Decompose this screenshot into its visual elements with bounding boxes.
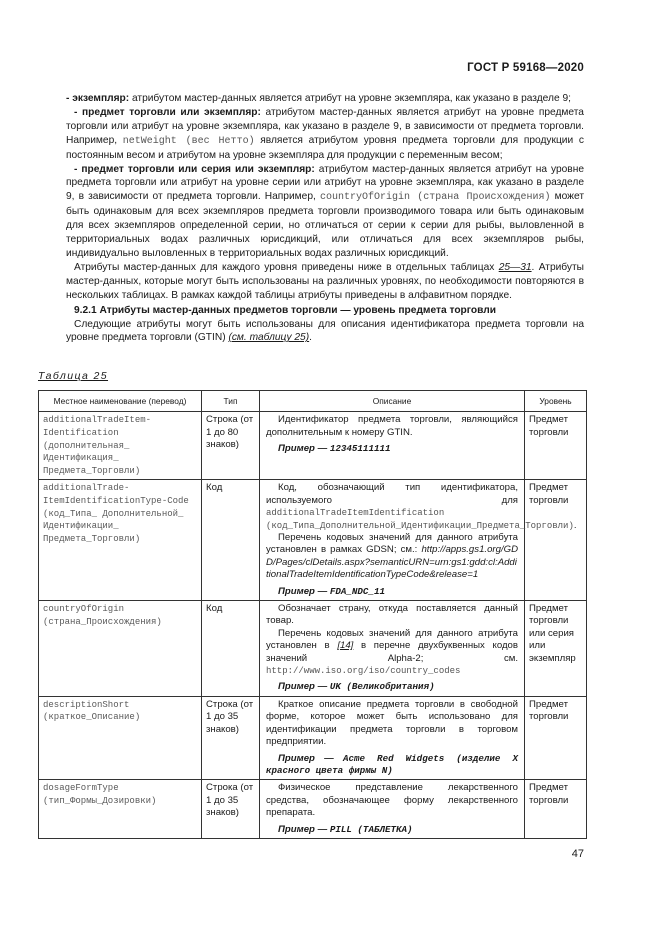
column-header-type: Тип (202, 391, 260, 412)
description-text: Идентификатор предмета торговли, являющийся дополнительным к номеру GTIN. (266, 414, 518, 438)
paragraph-text: . (309, 332, 312, 344)
attribute-name-cell: dosageFormType (тип_Формы_Дозировки) (39, 780, 202, 839)
type-cell: Код (202, 601, 260, 697)
attributes-table (38, 390, 587, 839)
example-value: PILL (ТАБЛЕТКА) (329, 823, 413, 835)
attribute-name-cell: additionalTrade-ItemIdentificationType-Code (код_Типа_ Дополнительной_ Идентификации_ Предмета_Торговли) (39, 480, 202, 601)
level-cell: Предмет торговли или серия или экземпляр (525, 601, 587, 697)
description-cell (260, 601, 525, 697)
attribute-name-cell: descriptionShort (краткое_Описание) (39, 696, 202, 779)
type-cell: Строка (от 1 до 35 знаков) (202, 696, 260, 779)
paragraph-text: может быть одинаковым для всех экземпляров предмета торговли производимого товара или быть одинаковым для всех экземпляров определенной серии, но отличаться от серии к серии для рыбы, выловленной в территориальных водах различных юрисдикций, или отличаться для всех экземпляров рыбы, индивидуально выловленных в территориальных водах различных юрисдикций. (66, 191, 584, 259)
description-text: Краткое описание предмета торговли в свободной форме, которое может быть использовано для идентификации предмета торговли в торговом предприятии. (266, 698, 518, 748)
paragraph-intro-table (66, 318, 584, 346)
example-label: Пример — (278, 752, 343, 764)
term-trade-item-batch-instance: - предмет торговли или серия или экземпляр: (74, 163, 315, 175)
paragraph-text: атрибутом мастер-данных является атрибут на уровне предмета торговли или атрибут на уровне серии или атрибут на уровне экземпляра, как указано в разделе 9, в зависимости от предмета торговли. Например, (66, 163, 584, 203)
example (266, 753, 518, 778)
level-cell: Предмет торговли (525, 412, 587, 480)
paragraph-text: атрибутом мастер-данных является атрибут на уровне экземпляра, как указано в разделе 9; (129, 93, 571, 104)
paragraph-instance (66, 92, 584, 106)
type-cell: Строка (от 1 до 80 знаков) (202, 412, 260, 480)
standard-id: ГОСТ Р 59168—2020 (467, 62, 584, 74)
table-row (39, 412, 587, 480)
url-link[interactable]: http://apps.gs1.org/GDD/Pages/clDetails.aspx?semanticURN=urn:gs1:gdd:cl:AdditionalTradeItemIdentificationTypeCode&release=1 (266, 544, 518, 581)
example (266, 824, 518, 836)
level-cell: Предмет торговли (525, 780, 587, 839)
table-reference-link[interactable]: 25—31 (498, 261, 532, 273)
table-caption: Таблица 25 (38, 370, 109, 382)
example (266, 681, 518, 693)
description-text: Обозначает страну, откуда поставляется данный товар. (266, 603, 518, 627)
reference-link[interactable]: [14] (337, 640, 354, 652)
description-text: Физическое представление лекарственного средства, обозначающее форму лекарственного препарата. (266, 782, 518, 819)
example-label: Пример — (278, 681, 330, 693)
section-heading: 9.2.1 Атрибуты мастер-данных предметов торговли — уровень предмета торговли (74, 304, 496, 316)
body-text (66, 92, 584, 345)
level-cell: Предмет торговли (525, 696, 587, 779)
attribute-name-cell: additionalTradeItem-Identification (дополнительная_ Идентификация_ Предмета_Торговли) (39, 412, 202, 480)
attribute-code: netWeight (вес Нетто) (122, 135, 255, 147)
column-header-name: Местное наименование (перевод) (39, 391, 202, 412)
level-cell: Предмет торговли (525, 480, 587, 601)
paragraph-trade-item-or-instance (66, 106, 584, 163)
example-label: Пример — (278, 443, 330, 455)
attribute-code: additionalTradeItemIdentification (код_Типа_Дополнительной_Идентификации_Предмета_Торговли) (266, 508, 574, 531)
paragraph-trade-item-batch-instance (66, 163, 584, 261)
column-header-description: Описание (260, 391, 525, 412)
type-cell: Строка (от 1 до 35 знаков) (202, 780, 260, 839)
example-value: FDA_NDC_11 (329, 585, 385, 597)
term-trade-item-or-instance: - предмет торговли или экземпляр: (74, 106, 261, 118)
page-number: 47 (571, 848, 584, 860)
description-text-part: Перечень кодовых значений для данного атрибута установлен в рамках GDSN; см.: (266, 532, 518, 556)
paragraph-text: атрибутом мастер-данных является атрибут на уровне предмета торговли или атрибут на уровне экземпляра, как указано в разделе 9, в зависимости от предмета торговли. Например, (66, 106, 584, 146)
description-cell (260, 412, 525, 480)
paragraph-text: Атрибуты мастер-данных для каждого уровня приведены ниже в отдельных таблицах (74, 261, 499, 273)
description-cell (260, 696, 525, 779)
table-reference-link[interactable]: (см. таблицу 25) (228, 332, 310, 344)
description-text (266, 532, 518, 582)
table-row (39, 601, 587, 697)
description-text-part: . (573, 519, 577, 531)
term-instance: - экземпляр: (66, 93, 130, 104)
description-text (266, 628, 518, 678)
description-cell (260, 780, 525, 839)
url-link[interactable]: http://www.iso.org/iso/country_codes (266, 666, 461, 677)
paragraph-attributes-tables (66, 261, 584, 303)
example (266, 586, 518, 598)
type-cell: Код (202, 480, 260, 601)
description-text-part: в перечне двухбуквенных кодов значений Alpha-2; см. (266, 640, 518, 664)
table-row (39, 780, 587, 839)
attribute-name-cell: countryOfOrigin (страна_Происхождения) (39, 601, 202, 697)
description-text-part: Перечень кодовых значений для данного атрибута установлен в (266, 627, 518, 652)
description-text-part: Код, обозначающий тип идентификатора, используемого для (266, 482, 518, 506)
example (266, 443, 518, 455)
table-header-row (39, 391, 587, 412)
paragraph-text: является атрибутом уровня предмета торговли для продукции с постоянным весом и атрибутом на уровне экземпляра для продукции с переменным весом; (66, 134, 584, 161)
example-label: Пример — (278, 823, 330, 835)
example-value: 12345111111 (329, 443, 391, 455)
example-label: Пример — (278, 585, 330, 597)
table-row (39, 480, 587, 601)
column-header-level: Уровень (525, 391, 587, 412)
paragraph-text: Следующие атрибуты могут быть использованы для описания идентификатора предмета торговли на уровне предмета торговли (GTIN) (66, 318, 584, 344)
example-value: UK (Великобритания) (329, 681, 435, 693)
example-value: Acme Red Widgets (изделие X красного цвета фирмы N) (266, 752, 518, 776)
attribute-code: countryOfOrigin (страна Происхождения) (319, 192, 551, 204)
table-row (39, 696, 587, 779)
paragraph-text: . Атрибуты мастер-данных, которые могут быть использованы на различных уровнях, по необходимости повторяются в нескольких таблицах. В рамках каждой таблицы атрибуты приведены в алфавитном порядке. (66, 261, 584, 301)
